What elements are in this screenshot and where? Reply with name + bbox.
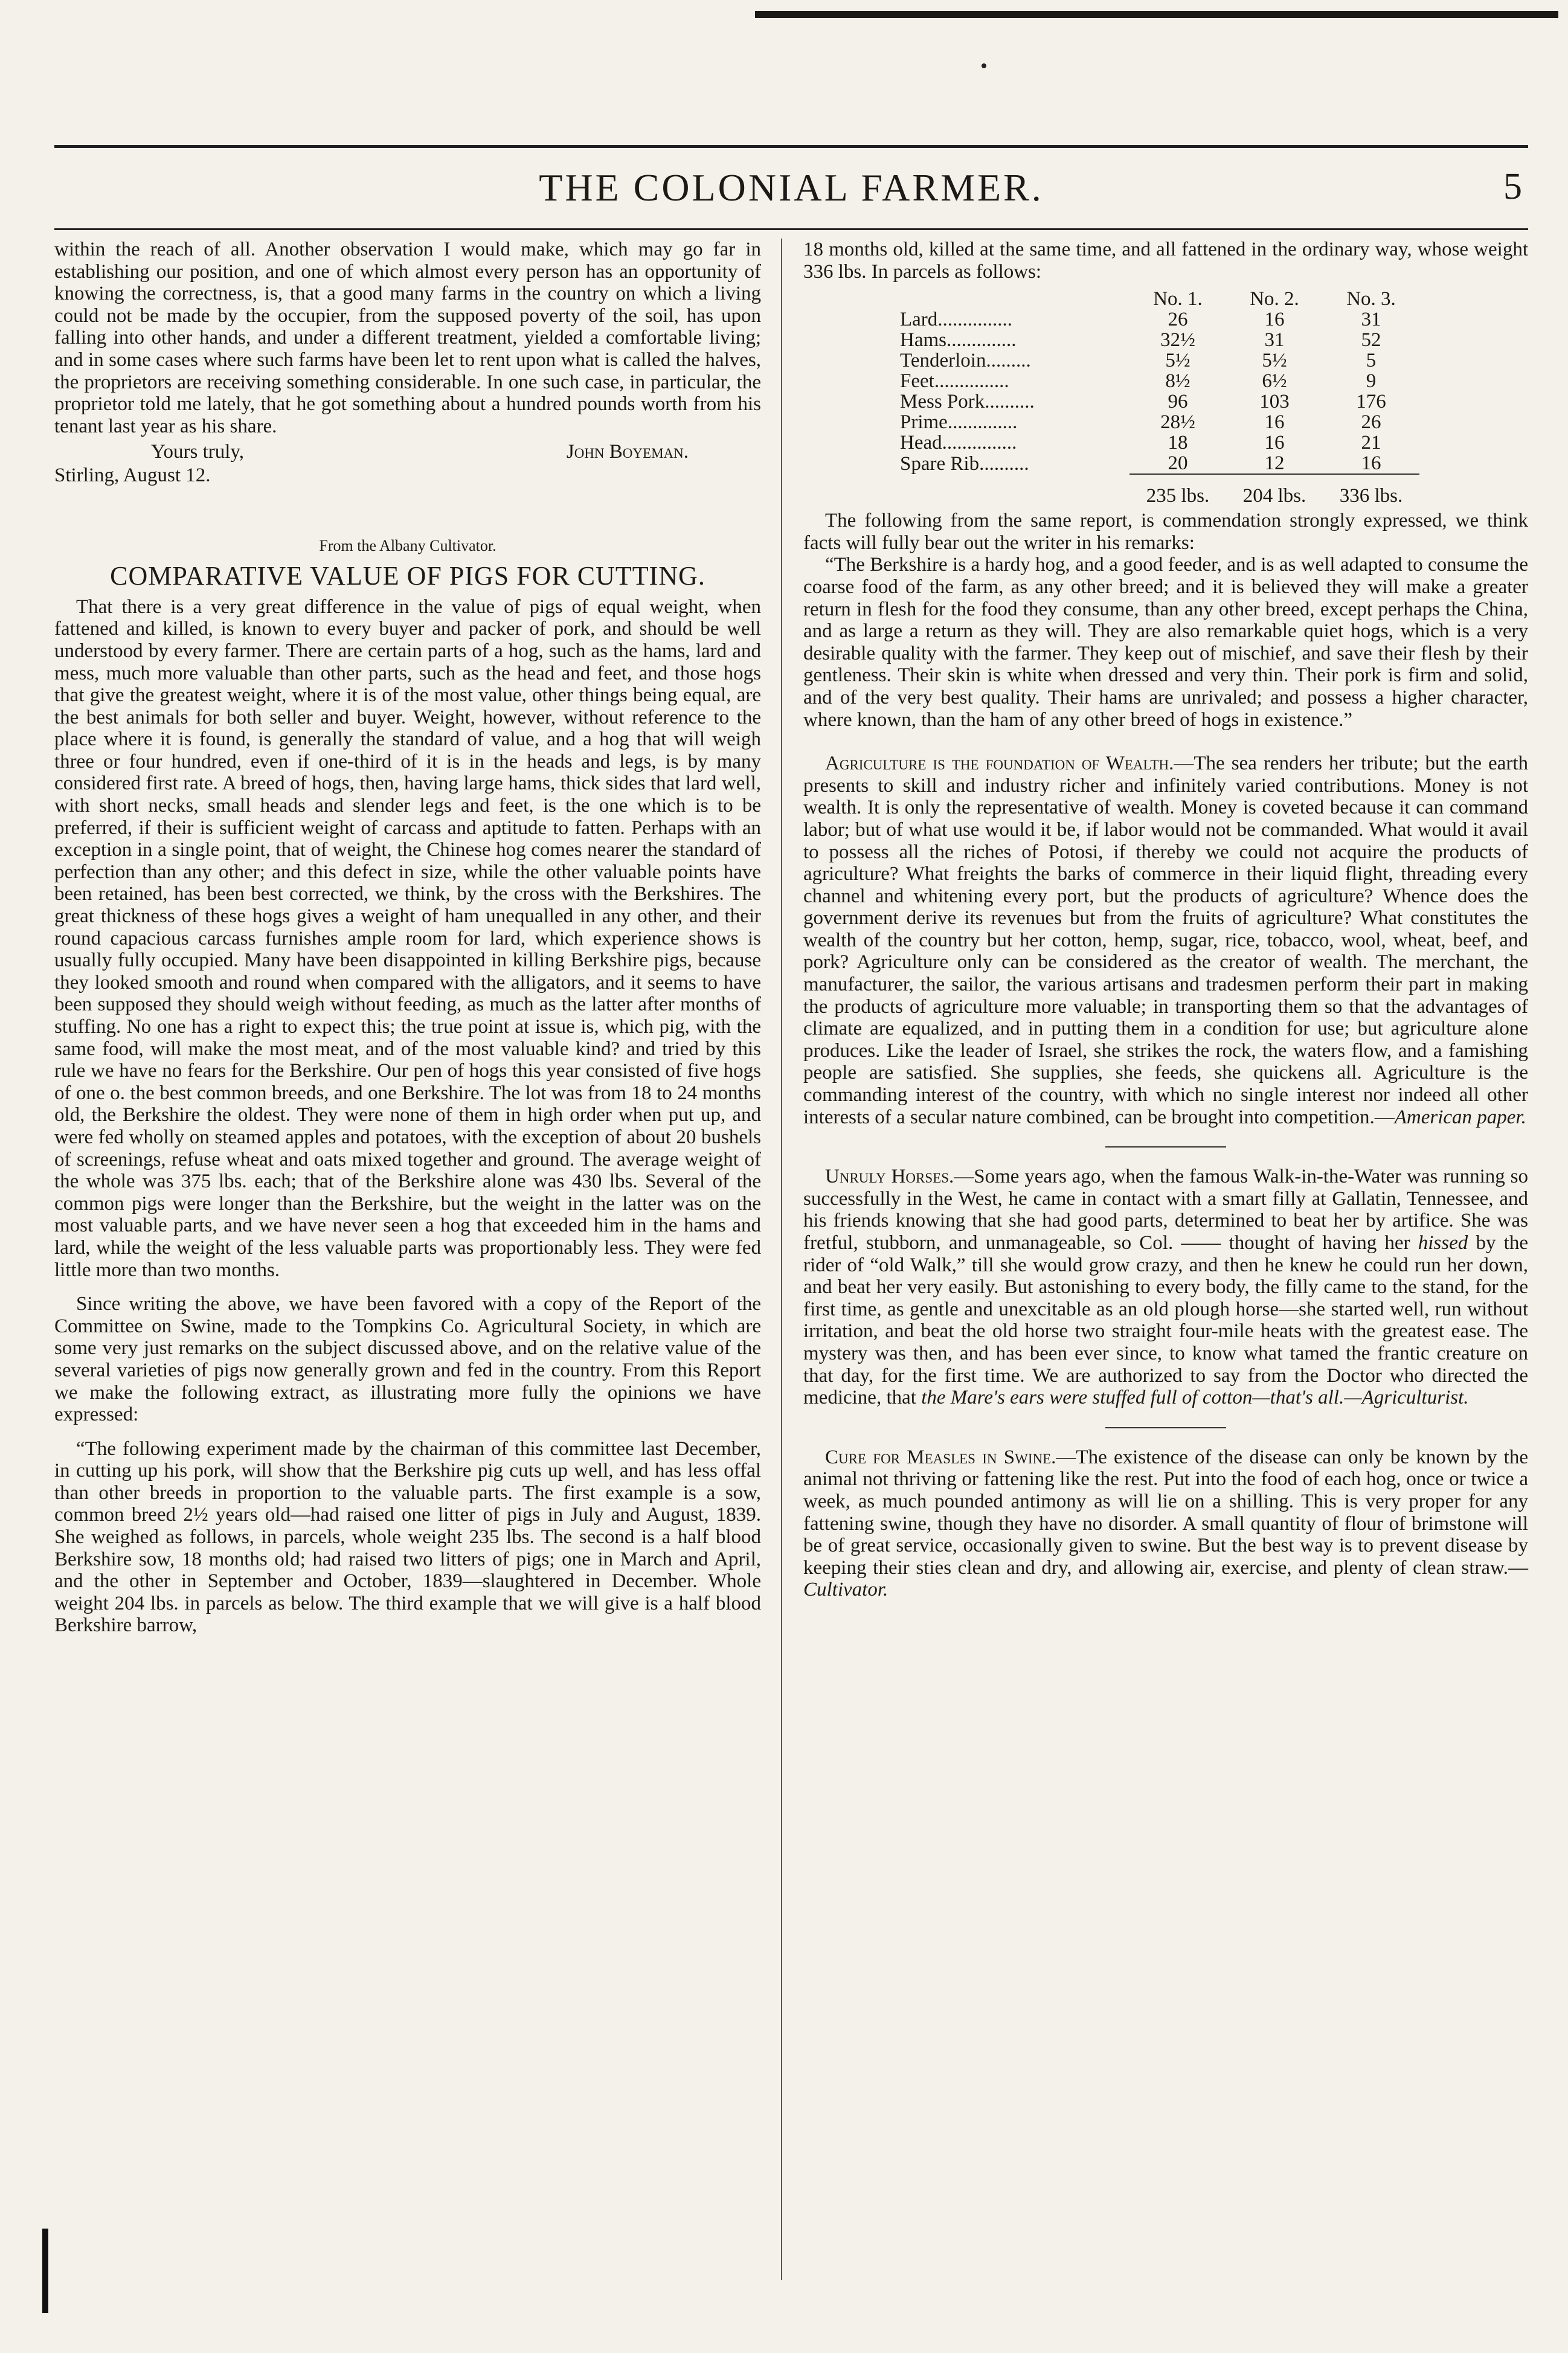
letter-signoff [54, 441, 761, 463]
table-intro: 18 months old, killed at the same time, and all fattened in the ordinary way, whose weight 336 lbs. In parcels as follows: [803, 239, 1528, 283]
agriculture-heading: Agriculture is the foundation of Wealth. [825, 753, 1174, 775]
article-paragraph: “The following experiment made by the chairman of this committee last December, in cutting up his pork, will show that the Berkshire pig cuts up well, and has less offal than other breeds in proportion to the valuable parts. The first example is a sow, common breed 2½ years old—had raised one litter of pigs in July and August, 1839. She weighed as follows, in parcels, whole weight 235 lbs. The second is a half blood Berkshire sow, 18 months old; had raised two litters of pigs; one in March and April, and the other in September and October, 1839—slaughtered in December. Whole weight 204 lbs. in parcels as below. The third example that we will give is a half blood Berkshire barrow, [54, 1437, 761, 1637]
page-header [54, 158, 1528, 225]
article-paragraph: That there is a very great difference in the value of pigs of equal weight, when fattened and killed, is known to every buyer and packer of pork, and should be well understood by every farmer. There are certain parts of a hog, such as the hams, lard and mess, much more valuable than other parts, such as the head and feet, and those hogs that give the greatest weight, where it is of the most value, other things being equal, are the best animals for both seller and buyer. Weight, however, without reference to the place where it is found, is generally the standard of value, and a hog that will weigh three or four hundred, even if one-third of it is in the heads and legs, is by many considered first rate. A breed of hogs, then, having large hams, thick sides that lard well, with short necks, small heads and slender legs and feet, is the one which is to be preferred, if their is sufficient weight of carcass and aptitude to fatten. Perhaps with an exception in a single point, that of weight, the Chinese hog comes nearer the standard of perfection than any other; and this defect in size, while the other valuable points have been retained, has been best corrected, we think, by the cross with the Berkshires. The great thickness of these hogs gives a weight of ham unequalled in any other, and their round capacious carcass furnishes ample room for lard, which experience shows is usually fully occupied. Many have been disappointed in killing Berkshire pigs, because they looked smooth and round when compared with the alligators, and it seems to have been supposed they should weigh without feeding, as much as the latter after months of stuffing. No one has a right to expect this; the true point at issue is, which pig, with the same food, will make the most meat, and of the most valuable kind? and tried by this rule we have no fears for the Berkshire. Our pen of hogs this year consisted of five hogs of one o. the best common breeds, and one Berkshire. The lot was from 18 to 24 months old, the Berkshire the oldest. They were none of them in high order when put up, and were fed wholly on steamed apples and potatoes, with the exception of about 20 bushels of screenings, refuse wheat and oats mixed together and ground. The average weight of the whole was 375 lbs. each; that of the Berkshire alone was 430 lbs. Several of the common pigs were longer than the Berkshire, but the weight in the latter was on the most valuable parts, and we have never seen a hog that exceeded him in the hams and lard, while the weight of the less valuable parts was proportionably less. They were fed little more than two months. [54, 595, 761, 1281]
measles-paragraph [803, 1446, 1528, 1601]
table-row [900, 350, 1419, 371]
unruly-horses-body-cont: by the rider of “old Walk,” till she would grow crazy, and then he knew he could run her down, and beat her very easily. But astonishing to every body, the filly came to the stand, for the first time, as gentle and unexcitable as an old plough horse—she started well, run without irritation, and beat the old horse two straight four-mile heats with the greatest ease. The mystery was then, and has been ever since, to know what tamed the frantic creature on that day, for the first time. We are authorized to say from the Doctor who directed the medicine, that [803, 1232, 1528, 1409]
table-cell: 18 [1168, 432, 1188, 454]
left-column [54, 239, 761, 1637]
letter-dateline: Stirling, August 12. [54, 464, 211, 486]
table-row [900, 391, 1419, 412]
source-note: From the Albany Cultivator. [319, 536, 496, 554]
article-title: COMPARATIVE VALUE OF PIGS FOR CUTTING. [110, 561, 705, 591]
table-cell: 9 [1366, 370, 1377, 393]
table-row [900, 412, 1419, 432]
top-edge-bar [755, 11, 1558, 18]
table-cell: 5½ [1262, 350, 1287, 372]
section-divider [1105, 1146, 1226, 1148]
table-header-row [900, 289, 1419, 309]
cut-name: Feet............... [900, 370, 1009, 393]
table-cell: 32½ [1160, 329, 1195, 352]
table-cell: 52 [1361, 329, 1381, 352]
agriculture-body: —The sea renders her tribute; but the earth presents to skill and industry richer and infinitely varied contributions. Money is not wealth. It is only the representative of wealth. Money is coveted because it can command labor; but of what use would it be, if labor would not be commanded. What would it avail to possess all the riches of Potosi, if thereby we could not acquire the products of agriculture? What freights the barks of commerce in their liquid flight, threading every channel and whitening every port, but the products of agriculture? Whence does the government derive its revenues but from the fruits of agriculture? What constitutes the wealth of the country but her cotton, hemp, sugar, rice, tobacco, wool, wheat, beef, and pork? Agriculture only can be considered as the creator of wealth. The merchant, the manufacturer, the sailor, the various artisans and tradesmen perform their part in making the products of agriculture more valuable; in transporting them so that the advantages of climate are equalized, and in putting them in a condition for use; but agriculture alone produces. Like the leader of Israel, she strikes the rock, the waters flow, and a famishing people are satisfied. She supplies, she feeds, she quickens all. Agriculture is the commanding interest of the country, with which no single interest nor indeed all other interests of a secular nature combined, can be brought into competition.— [803, 753, 1529, 1128]
cut-name: Prime.............. [900, 411, 1018, 434]
cut-name: Spare Rib.......... [900, 452, 1029, 475]
letter-continuation: within the reach of all. Another observation I would make, which may go far in establishing our position, and one of which almost every person has an opportunity of knowing the correctness, is, that a good many farms in the country on which a living could not be made by the occupier, from the supposed poverty of the soil, has upon falling into other hands, and under a different treatment, yielded a comfortable living; and in some cases where such farms have been let to rent upon what is called the halves, the proprietors are receiving something considerable. In one such case, in particular, the proprietor told me lately, that he got something about a hundred pounds worth from his tenant last year as his share. [54, 239, 761, 437]
total-cell: 235 lbs. [1129, 474, 1226, 506]
page-number: 5 [1503, 166, 1522, 207]
agriculture-paragraph [803, 753, 1528, 1128]
column-header: No. 1. [1153, 288, 1203, 310]
cut-name: Lard............... [900, 309, 1013, 331]
unruly-horses-body: —Some years ago, when the famous Walk-in-the-Water was running so successfully in the West, he came in contact with a smart filly at Gallatin, Tennessee, and his friends knowing that she had good parts, determined to beat her by artifice. She was fretful, stubborn, and unmanageable, so Col. —— thought of having her [803, 1166, 1528, 1254]
table-row [900, 330, 1419, 350]
letter-closing: Yours truly, [151, 441, 245, 463]
table-cell: 31 [1264, 329, 1285, 352]
table-cell: 16 [1264, 432, 1285, 454]
header-rule-bottom [54, 228, 1528, 230]
table-row [900, 309, 1419, 330]
cut-name: Head............... [900, 432, 1017, 454]
table-cell: 96 [1168, 391, 1188, 413]
table-row [900, 432, 1419, 453]
letter-signature: John Boyeman. [566, 441, 689, 463]
table-row [900, 371, 1419, 391]
cut-name: Mess Pork.......... [900, 391, 1035, 413]
unruly-horses-tail: the Mare's ears were stuffed full of cotton—that's all.—Agriculturist. [921, 1387, 1469, 1409]
table-cell: 31 [1361, 309, 1381, 331]
pig-weights-table [900, 289, 1419, 506]
measles-source: Cultivator. [803, 1579, 888, 1601]
cut-name: Hams.............. [900, 329, 1017, 352]
table-cell: 16 [1264, 309, 1285, 331]
table-cell: 6½ [1262, 370, 1287, 393]
column-header: No. 3. [1346, 288, 1396, 310]
table-cell: 21 [1361, 432, 1381, 454]
table-cell: 8½ [1165, 370, 1190, 393]
table-cell: 176 [1356, 391, 1386, 413]
table-cell: 103 [1259, 391, 1290, 413]
article-paragraph: Since writing the above, we have been favored with a copy of the Report of the Committee on Swine, made to the Tompkins Co. Agricultural Society, in which are some very just remarks on the subject discussed above, and on the relative value of the several varieties of pigs now generally grown and fed in the country. From this Report we make the following extract, as illustrating more fully the opinions we have expressed: [54, 1293, 761, 1426]
table-cell: 28½ [1160, 411, 1195, 434]
unruly-horses-emphasis: hissed [1418, 1232, 1468, 1254]
table-cell: 5½ [1165, 350, 1190, 372]
total-cell: 336 lbs. [1323, 474, 1419, 506]
unruly-horses-heading: Unruly Horses. [825, 1166, 954, 1188]
cut-name: Tenderloin......... [900, 350, 1031, 372]
ink-dot [982, 63, 986, 68]
measles-heading: Cure for Measles in Swine. [825, 1446, 1056, 1468]
header-rule-top [54, 145, 1528, 148]
section-divider [1105, 1427, 1226, 1428]
total-cell: 204 lbs. [1226, 474, 1323, 506]
table-cell: 5 [1366, 350, 1377, 372]
page-title: THE COLONIAL FARMER. [539, 166, 1044, 209]
berkshire-quote: “The Berkshire is a hardy hog, and a good feeder, and is as well adapted to consume the coarse food of the farm, as any other breed; and it is believed they will make a greater return in flesh for the food they consume, than any other breed, except perhaps the China, and as large a return as they will. They are also remarkable quiet hogs, which is a very desirable quality with the farmer. They keep out of mischief, and save their flesh by their gentleness. Their skin is white when dressed and very thin. Their pork is firm and solid, and of the very best quality. Their hams are unrivaled; and possess a higher character, where known, than the ham of any other breed of hogs in existence.” [803, 554, 1528, 731]
table-cell: 26 [1168, 309, 1188, 331]
measles-body: —The existence of the disease can only be known by the animal not thriving or fattening like the rest. Put into the food of each hog, once or twice a week, as much pounded antimony as will lie on a shilling. This is very proper for any fattening swine, though they have no disorder. A small quantity of flour of brimstone will be of great service, occasionally given to swine. But the best way is to prevent disease by keeping their sties clean and dry, and allowing air, exercise, and plenty of clean straw.— [803, 1446, 1528, 1579]
agriculture-source: American paper. [1394, 1106, 1526, 1128]
unruly-horses-paragraph [803, 1166, 1528, 1409]
table-cell: 16 [1264, 411, 1285, 434]
table-cell: 12 [1264, 452, 1285, 475]
table-cell: 26 [1361, 411, 1381, 434]
table-cell: 16 [1361, 452, 1381, 475]
table-cell: 20 [1168, 452, 1188, 475]
right-column [803, 239, 1528, 1601]
margin-bar [42, 2229, 48, 2313]
table-row [900, 453, 1419, 474]
column-divider [781, 239, 782, 2280]
table-total-row [900, 474, 1419, 506]
report-commendation: The following from the same report, is commendation strongly expressed, we think facts will fully bear out the writer in his remarks: [803, 510, 1528, 554]
column-header: No. 2. [1250, 288, 1299, 310]
